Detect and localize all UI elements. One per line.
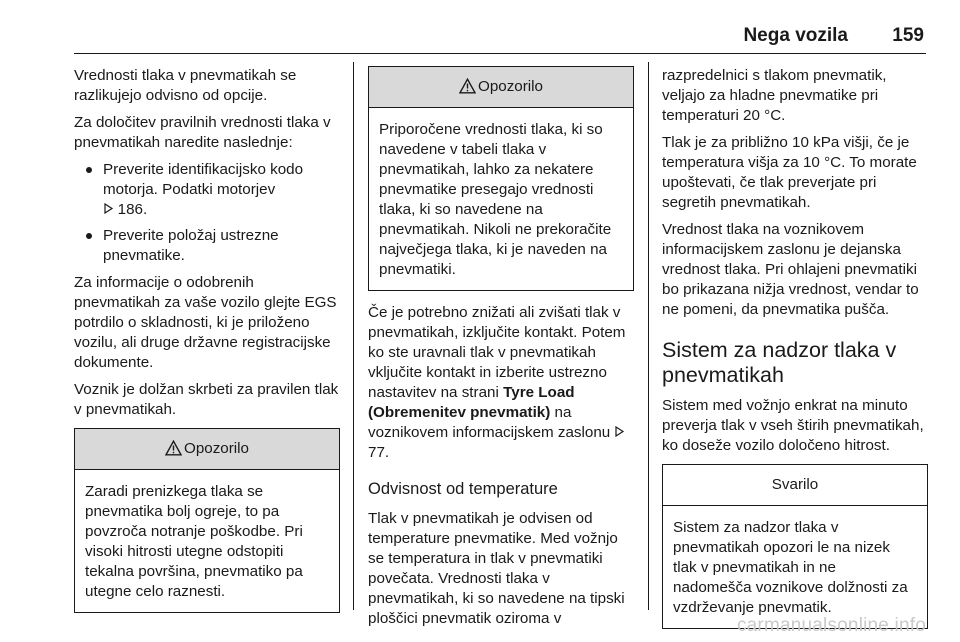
section-heading: Odvisnost od temperature xyxy=(368,480,558,498)
warning-title: Opozorilo xyxy=(478,78,543,95)
section-title: Nega vozila xyxy=(743,25,848,46)
warning-triangle-icon xyxy=(459,70,476,110)
column-2 xyxy=(368,66,634,636)
warning-header xyxy=(75,429,339,470)
warning-triangle-icon xyxy=(165,432,182,472)
page-header xyxy=(74,12,926,54)
paragraph: Tlak v pnevmatikah je odvisen od temperature pnevmatike. Med vožnjo se temperatura in tlak v pnevmatiki povečata. Vrednosti tlaka v pnevmatikah, ki so navedene na tipski ploščici pnevmatik oziroma v xyxy=(368,510,625,627)
paragraph: razpredelnici s tlakom pnevmatik, veljajo za hladne pnevmatike pri temperaturi 20 °C. xyxy=(662,67,887,124)
column-divider xyxy=(353,62,354,610)
warning-text: Zaradi prenizkega tlaka se pnevmatika bolj ogreje, to pa povzroča notranje poškodbe. Pri visoki hitrosti utegne odstopiti tekalna površina, pnevmatiko pa utegne celo raznesti. xyxy=(85,483,303,600)
paragraph: Za informacije o odobrenih pnevmatikah za vaše vozilo glejte EGS potrdilo o skladnosti, ki je priloženo vozilu, ali druge državne registracijske dokumente. xyxy=(74,274,337,371)
paragraph: Tlak je za približno 10 kPa višji, če je temperatura višja za 10 °C. To morate upoštevati, če tlak preverjate pri segretih pnevmatikah. xyxy=(662,134,917,211)
paragraph: Vrednost tlaka na voznikovem informacijskem zaslonu je dejanska vrednost tlaka. Pri ohlajeni pnevmatiki bo prikazana nižja vrednost, vendar to ne pomeni, da pnevmatika pušča. xyxy=(662,221,919,318)
column-divider xyxy=(648,62,649,610)
watermark: carmanualsonline.info xyxy=(736,615,926,636)
paragraph-text: na voznikovem informacijskem zaslonu xyxy=(368,404,611,441)
list-item xyxy=(74,160,340,220)
notice-title: Svarilo xyxy=(663,465,927,506)
list-item-text: Preverite identifikacijsko kodo motorja. Podatki motorjev xyxy=(103,161,304,198)
notice-text: Sistem za nadzor tlaka v pnevmatikah opozori le na nizek tlak v pnevmatikah in ne nadomešča voznikove dolžnosti za vzdrževanje pnevmatik. xyxy=(673,519,908,616)
warning-header xyxy=(369,67,633,108)
warning-title: Opozorilo xyxy=(184,440,249,457)
notice-box xyxy=(662,464,928,629)
page-reference[interactable]: 186. xyxy=(117,201,148,218)
section-heading: Sistem za nadzor tlaka v pnevmatikah xyxy=(662,338,897,387)
paragraph-text: Če je potrebno znižati ali zvišati tlak v pnevmatikah, izključite kontakt. Potem ko ste uravnali tlak v pnevmatikah vključite kontakt in izberite ustrezno nastavitev na strani xyxy=(368,304,626,401)
paragraph: Voznik je dolžan skrbeti za pravilen tlak v pnevmatikah. xyxy=(74,381,339,418)
page-reference-icon[interactable] xyxy=(103,202,118,217)
paragraph: Vrednosti tlaka v pnevmatikah se razlikujejo odvisno od opcije. xyxy=(74,67,297,104)
column-1 xyxy=(74,66,340,625)
menu-reference: Tyre Load (Obremenitev pnevmatik) xyxy=(368,384,575,421)
paragraph: Za določitev pravilnih vrednosti tlaka v pnevmatikah naredite naslednje: xyxy=(74,114,331,151)
page-number: 159 xyxy=(892,25,924,46)
warning-text: Priporočene vrednosti tlaka, ki so navedene v tabeli tlaka v pnevmatikah, lahko za nekatere pnevmatike presegajo vrednosti tlaka, ki so navedene na pnevmatikah. Nikoli ne prekoračite največjega tlaka, ki je naveden na pnevmatiki. xyxy=(379,121,612,278)
page-reference[interactable]: 77. xyxy=(368,444,390,461)
warning-box xyxy=(74,428,340,613)
list-item-text: Preverite položaj ustrezne pnevmatike. xyxy=(103,227,279,264)
page-reference-icon[interactable] xyxy=(614,425,625,440)
paragraph xyxy=(368,303,634,463)
warning-box xyxy=(368,66,634,291)
column-3 xyxy=(662,66,928,641)
bullet-list xyxy=(74,160,340,266)
paragraph: Sistem med vožnjo enkrat na minuto preverja tlak v vseh štirih pnevmatikah, ko doseže vozilo določeno hitrost. xyxy=(662,397,924,454)
list-item xyxy=(74,226,340,266)
